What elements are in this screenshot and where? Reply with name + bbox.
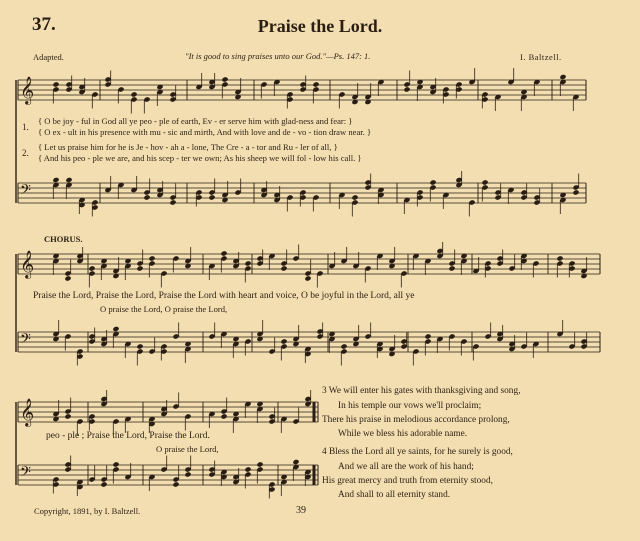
- note-head: [208, 194, 215, 200]
- note-head: [136, 265, 143, 271]
- note-head: [169, 199, 176, 205]
- verse-4-line-4: And shall to all eternity stand.: [338, 490, 451, 500]
- verse-3-line-2: In his temple our vows we'll proclaim;: [338, 401, 482, 411]
- note-head: [559, 74, 566, 80]
- verse-2-line-2: { And his peo - ple we are, and his scep - ter we own; As his sheep we will fol - low his call. }: [38, 153, 362, 163]
- note-head: [292, 459, 299, 465]
- note-head: [220, 413, 227, 419]
- verse-1-line-2: { O ex - ult in his presence with mu - sic and mirth, And with love and de - vo - tion draw near. }: [38, 127, 372, 137]
- note-head: [100, 481, 107, 487]
- verse-2-line-1: { Let us praise him for he is Je - hov - ah a - lone, The Cre - a - tor and Ru - ler of all, }: [38, 142, 338, 152]
- note-head: [64, 413, 71, 419]
- note-head: [340, 343, 347, 349]
- note-head: [280, 265, 287, 271]
- note-head: [112, 326, 119, 332]
- note-head: [403, 86, 410, 92]
- note-head: [448, 265, 455, 271]
- note-head: [136, 343, 143, 349]
- note-head: [244, 260, 251, 266]
- copyright-notice: Copyright, 1891, by I. Baltzell.: [34, 506, 141, 516]
- note-head: [280, 338, 287, 344]
- note-head: [65, 177, 72, 183]
- verse-1-line-1: { O be joy - ful in God all ye peo - ple of earth, Ev - er serve him with glad-ness and fear: }: [38, 116, 353, 126]
- verse-1-number: 1.: [22, 122, 29, 132]
- adapted-label: Adapted.: [33, 52, 64, 62]
- page-number: 39: [296, 505, 306, 516]
- note-head: [52, 81, 59, 87]
- verse-3-line-3: There his praise in melodious accordance prolong,: [322, 415, 510, 425]
- verse-4-line-1: 4 Bless the Lord all ye saints, for he surely is good,: [322, 447, 513, 457]
- note-head: [52, 177, 59, 183]
- note-head: [556, 255, 563, 261]
- chorus-lyric-line-1: Praise the Lord, Praise the Lord, Praise the Lord with heart and voice, O be joyful in the Lord, all ye: [33, 291, 415, 301]
- note-head: [312, 81, 319, 87]
- note-head: [220, 250, 227, 256]
- hymn-title: Praise the Lord.: [257, 16, 383, 36]
- note-head: [429, 179, 436, 185]
- note-head: [130, 91, 137, 97]
- chorus-lyric-alt-2: O praise the Lord,: [156, 444, 219, 454]
- composer-credit: I. Baltzell.: [520, 52, 562, 62]
- bass-clef-icon: 𝄢: [20, 182, 31, 202]
- note-head: [351, 194, 358, 200]
- note-head: [172, 481, 179, 487]
- verse-2-number: 2.: [22, 148, 29, 158]
- note-head: [184, 471, 191, 477]
- verse-4-line-2: And we all are the work of his hand;: [338, 462, 474, 472]
- treble-clef-icon: 𝄞: [20, 398, 35, 426]
- verse-3-line-1: 3 We will enter his gates with thanksgiving and song,: [322, 386, 521, 396]
- scripture-epigraph: "It is good to sing praises unto our God."—Ps. 147: 1.: [185, 51, 371, 61]
- chorus-lyric-line-2: peo - ple ; Praise the Lord, Praise the Lord.: [46, 431, 210, 441]
- note-head: [304, 275, 311, 281]
- verse-3-line-4: While we bless his adorable name.: [338, 429, 468, 439]
- bass-clef-icon: 𝄢: [20, 331, 31, 351]
- chorus-lyric-alt-1: O praise the Lord, O praise the Lord,: [100, 304, 228, 314]
- note-head: [424, 333, 431, 339]
- note-head: [112, 461, 119, 467]
- hymn-number: 37.: [32, 14, 56, 35]
- verse-4-line-3: His great mercy and truth from eternity stood,: [322, 476, 493, 486]
- treble-clef-icon: 𝄞: [20, 250, 35, 278]
- note-head: [64, 275, 71, 281]
- note-head: [572, 189, 579, 195]
- note-head: [221, 76, 228, 82]
- note-head: [244, 466, 251, 472]
- note-head: [481, 179, 488, 185]
- bass-clef-icon: 𝄢: [20, 464, 31, 484]
- note-head: [256, 461, 263, 467]
- treble-clef-icon: 𝄞: [20, 76, 35, 104]
- note-head: [88, 265, 95, 271]
- note-head: [143, 194, 150, 200]
- chorus-label: CHORUS.: [44, 234, 83, 244]
- note-head: [148, 255, 155, 261]
